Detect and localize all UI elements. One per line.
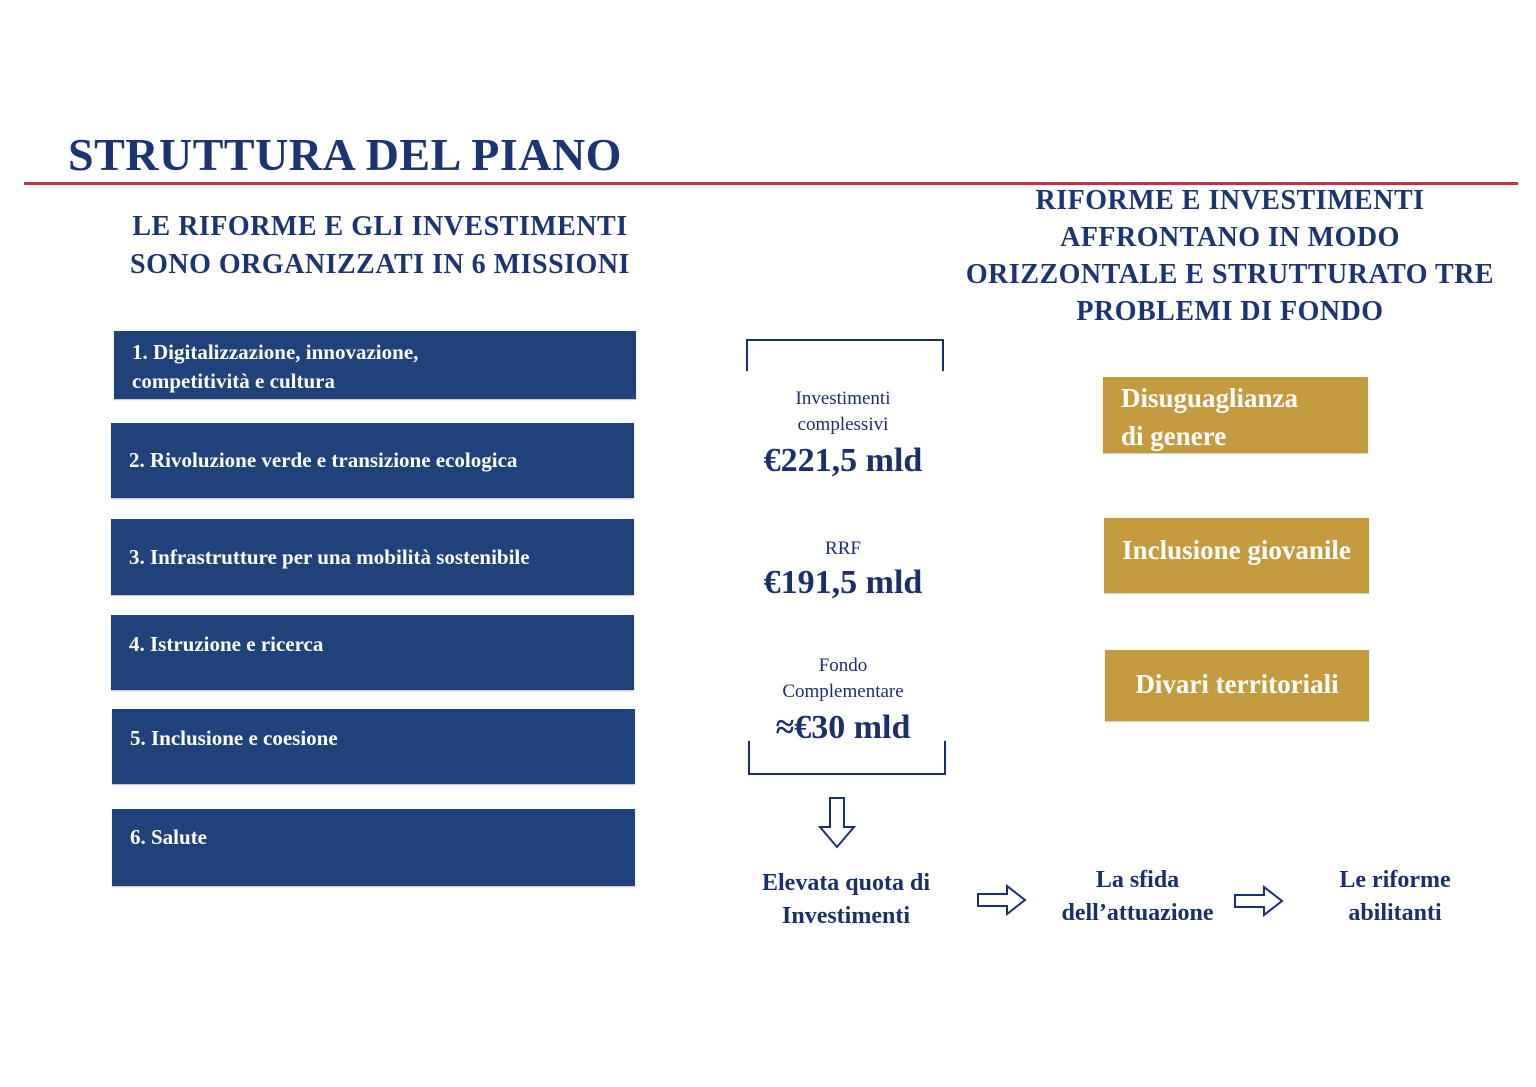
flow-step-investments-line-1: Elevata quota di <box>761 870 931 896</box>
mission-box-4 <box>111 615 634 690</box>
total-investment-value: €221,5 mld <box>763 442 923 479</box>
total-investment-label <box>743 386 943 438</box>
flow-step-reforms-line-1: Le riforme <box>1339 867 1451 893</box>
flow-step-investments <box>736 867 956 933</box>
right-arrow-icon <box>1234 886 1284 916</box>
problem-territorial-label: Divari territoriali <box>1135 669 1339 699</box>
flow-step-implementation-line-2: dell’attuazione <box>1061 900 1214 926</box>
total-investment-block <box>743 386 943 480</box>
rrf-label: RRF <box>825 538 861 559</box>
problems-heading-line-4: PROBLEMI DI FONDO <box>1076 296 1384 327</box>
missions-heading-line-2: SONO ORGANIZZATI IN 6 MISSIONI <box>130 249 630 280</box>
flow-step-reforms <box>1300 864 1490 930</box>
missions-heading <box>100 208 660 284</box>
mission-1-label-line-1: 1. Digitalizzazione, innovazione, <box>132 340 419 364</box>
mission-box-5 <box>112 709 635 784</box>
total-investment-label-line-1: Investimenti <box>795 388 891 409</box>
rrf-value: €191,5 mld <box>763 564 923 601</box>
missions-heading-line-1: LE RIFORME E GLI INVESTIMENTI <box>132 211 628 242</box>
flow-step-reforms-line-2: abilitanti <box>1348 900 1442 926</box>
problems-heading-line-3: ORIZZONTALE E STRUTTURATO TRE <box>965 259 1495 290</box>
problem-box-youth <box>1104 518 1369 593</box>
flow-step-implementation <box>1040 864 1235 930</box>
problem-box-gender <box>1103 377 1368 453</box>
problems-heading-line-2: AFFRONTANO IN MODO <box>1060 222 1400 253</box>
fondo-label-line-2: Complementare <box>782 681 904 702</box>
problems-heading <box>940 182 1520 330</box>
right-arrow-icon <box>977 885 1027 915</box>
fondo-block <box>743 653 943 747</box>
page-title: STRUTTURA DEL PIANO <box>68 129 622 180</box>
problem-gender-line-2: di genere <box>1121 421 1227 451</box>
total-investment-label-line-2: complessivi <box>797 414 889 435</box>
mission-box-2 <box>111 423 634 498</box>
flow-step-investments-line-2: Investimenti <box>782 903 910 929</box>
mission-box-6 <box>112 809 635 886</box>
mission-2-label: 2. Rivoluzione verde e transizione ecologica <box>129 448 518 472</box>
fondo-label-line-1: Fondo <box>818 655 868 676</box>
problem-gender-line-1: Disuguaglianza <box>1121 383 1299 413</box>
mission-3-label: 3. Infrastrutture per una mobilità sostenibile <box>129 544 530 569</box>
problem-box-territorial <box>1105 650 1369 721</box>
mission-1-label-line-2: competitività e cultura <box>132 369 335 393</box>
rrf-block <box>743 536 943 602</box>
fondo-label <box>743 653 943 705</box>
mission-5-label: 5. Inclusione e coesione <box>130 726 338 750</box>
flow-step-implementation-line-1: La sfida <box>1095 867 1180 893</box>
mission-6-label: 6. Salute <box>130 825 208 849</box>
mission-box-3 <box>111 519 634 595</box>
problem-youth-label: Inclusione giovanile <box>1122 535 1351 565</box>
mission-box-1 <box>114 331 636 399</box>
fondo-value: ≈€30 mld <box>775 709 911 746</box>
problems-heading-line-1: RIFORME E INVESTIMENTI <box>1035 185 1425 216</box>
mission-4-label: 4. Istruzione e ricerca <box>129 632 324 656</box>
down-arrow-icon <box>818 797 856 849</box>
funding-bracket-top <box>746 339 944 371</box>
